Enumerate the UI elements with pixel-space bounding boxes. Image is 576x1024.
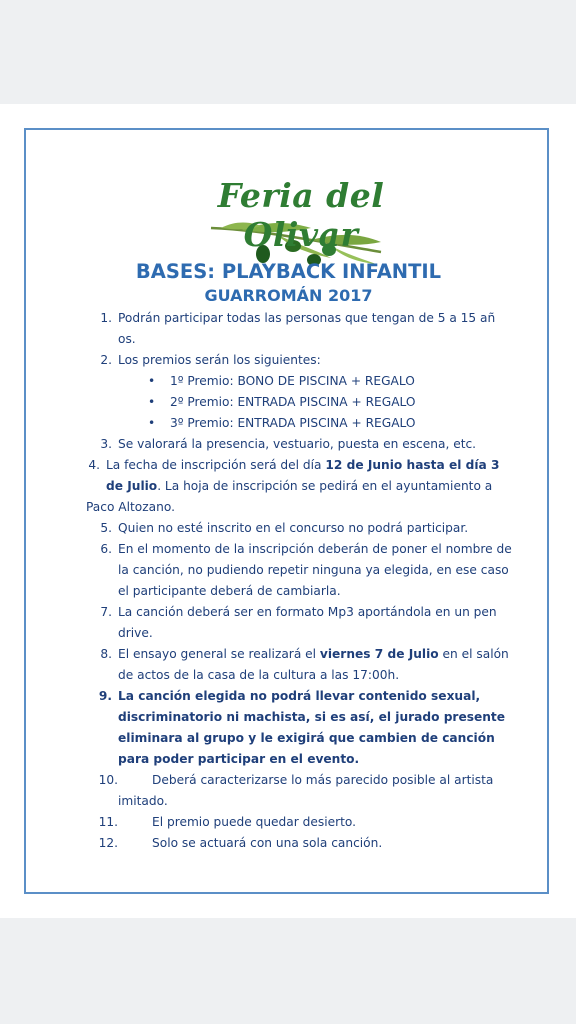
item-number: 12.	[98, 836, 118, 850]
item-number: 6.	[100, 542, 112, 556]
prize-text: 2º Premio: ENTRADA PISCINA + REGALO	[170, 395, 416, 409]
item-number: 7.	[100, 605, 112, 619]
item-text: imitado.	[118, 794, 168, 808]
item-text: La canción elegida no podrá llevar contenido sexual,	[118, 689, 481, 703]
item-number: 5.	[100, 521, 112, 535]
feria-del-olivar-logo	[181, 170, 421, 265]
item-number: 3.	[100, 437, 112, 451]
item-text: La canción deberá ser en formato Mp3 aportándola en un pen	[118, 605, 497, 619]
item-text: os.	[118, 332, 136, 346]
item-text: Paco Altozano.	[86, 500, 175, 514]
prize-text: 3º Premio: ENTRADA PISCINA + REGALO	[170, 416, 416, 430]
document-subtitle: GUARROMÁN 2017	[204, 286, 373, 305]
item-text: de actos de la casa de la cultura a las 17:00h.	[118, 668, 400, 682]
item-number: 2.	[100, 353, 112, 367]
item-number: 11.	[98, 815, 118, 829]
bullet-icon: •	[148, 416, 156, 430]
item-text: discriminatorio ni machista, si es así, el jurado presente	[118, 710, 505, 724]
item-text: Deberá caracterizarse lo más parecido posible al artista	[152, 773, 494, 787]
item-number: 4.	[88, 458, 100, 472]
item-number: 8.	[100, 647, 112, 661]
item-text: En el momento de la inscripción deberán de poner el nombre de	[118, 542, 512, 556]
item-text: el participante deberá de cambiarla.	[118, 584, 341, 598]
item-text: La fecha de inscripción será del día 12 de Junio hasta el día 3	[106, 458, 500, 472]
item-text: El ensayo general se realizará el viernes 7 de Julio en el salón	[118, 647, 509, 661]
item-text: Podrán participar todas las personas que tengan de 5 a 15 añ	[118, 311, 496, 325]
prize-text: 1º Premio: BONO DE PISCINA + REGALO	[170, 374, 415, 388]
item-text: para poder participar en el evento.	[118, 752, 360, 766]
item-text: drive.	[118, 626, 153, 640]
item-text: Se valorará la presencia, vestuario, puesta en escena, etc.	[118, 437, 477, 451]
bullet-icon: •	[148, 374, 156, 388]
item-text: Quien no esté inscrito en el concurso no podrá participar.	[118, 521, 469, 535]
logo-text: Feria del Olivar	[217, 176, 385, 254]
item-number: 1.	[100, 311, 112, 325]
document-sheet	[0, 104, 576, 918]
item-text: Solo se actuará con una sola canción.	[152, 836, 383, 850]
document-frame	[24, 128, 549, 894]
item-text: eliminara al grupo y le exigirá que cambien de canción	[118, 731, 495, 745]
item-number: 10.	[98, 773, 118, 787]
item-text: Los premios serán los siguientes:	[118, 353, 321, 367]
item-text: de Julio. La hoja de inscripción se pedirá en el ayuntamiento a	[106, 479, 493, 493]
item-text: El premio puede quedar desierto.	[152, 815, 357, 829]
item-number: 9.	[98, 689, 112, 703]
document-title: BASES: PLAYBACK INFANTIL	[135, 260, 442, 283]
bullet-icon: •	[148, 395, 156, 409]
item-text: la canción, no pudiendo repetir ninguna ya elegida, en ese caso	[118, 563, 509, 577]
